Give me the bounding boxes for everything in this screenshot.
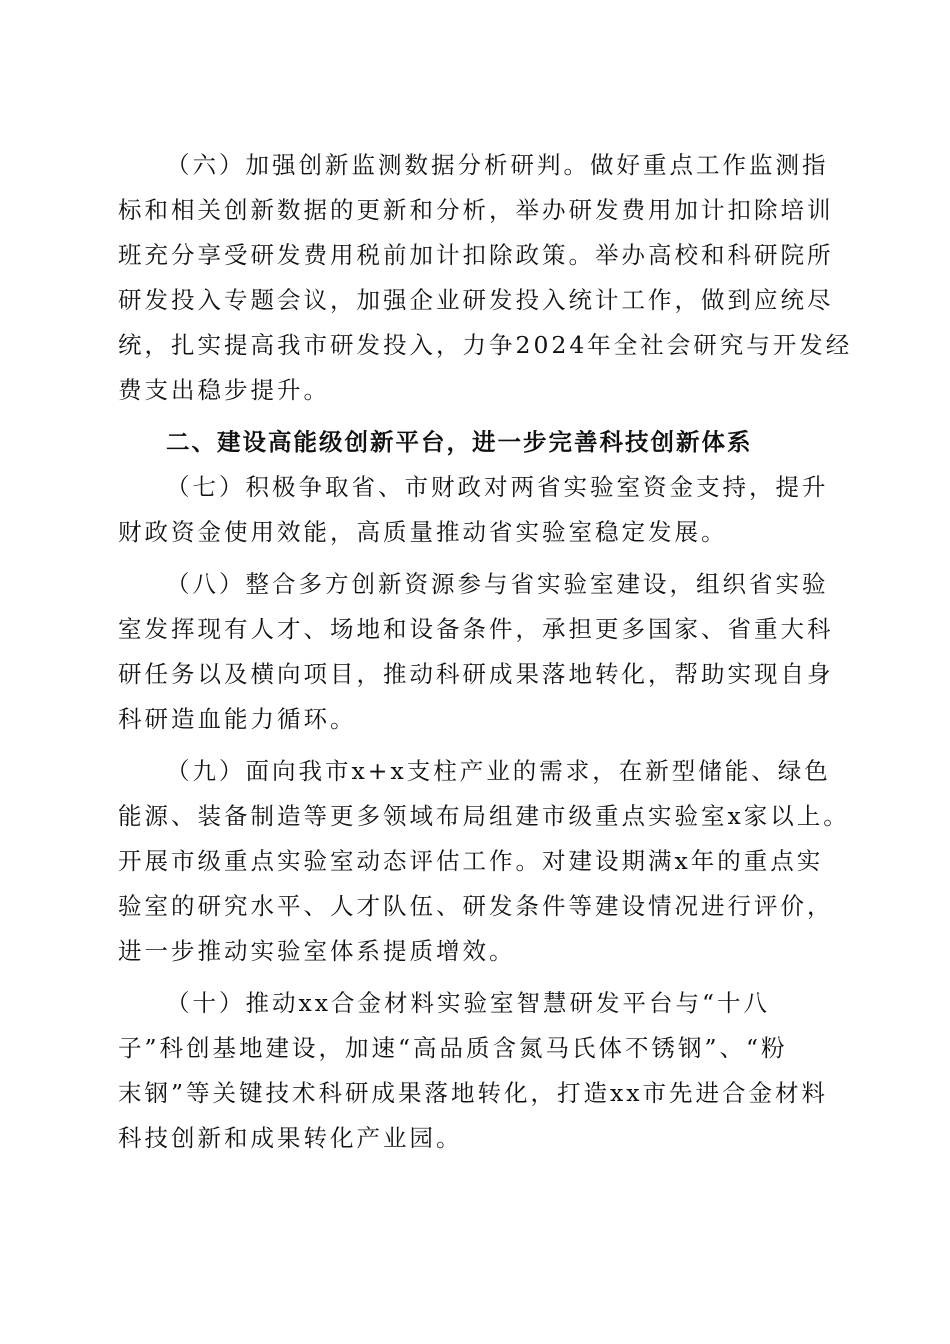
paragraph-line: （六）加强创新监测数据分析研判。做好重点工作监测指 <box>166 151 829 179</box>
paragraph-line: 验室的研究水平、人才队伍、研发条件等建设情况进行评价， <box>118 892 834 920</box>
paragraph-line: （七）积极争取省、市财政对两省实验室资金支持，提升 <box>166 473 829 501</box>
paragraph-8 <box>118 562 834 742</box>
paragraph-line: 研任务以及横向项目，推动科研成果落地转化，帮助实现自身 <box>118 660 834 688</box>
section-heading: 二、建设高能级创新平台，进一步完善科技创新体系 <box>166 428 753 456</box>
paragraph-line: 标和相关创新数据的更新和分析，举办研发费用加计扣除培训 <box>118 196 834 224</box>
paragraph-line: 能源、装备制造等更多领域布局组建市级重点实验室x家以上。 <box>118 802 850 830</box>
paragraph-line: 开展市级重点实验室动态评估工作。对建设期满x年的重点实 <box>118 847 824 875</box>
paragraph-line: 班充分享受研发费用税前加计扣除政策。举办高校和科研院所 <box>118 241 834 269</box>
paragraph-6 <box>118 143 853 413</box>
paragraph-line: 子”科创基地建设，加速“高品质含氮马氏体不锈钢”、“粉 <box>118 1034 788 1062</box>
paragraph-line: （十）推动xx合金材料实验室智慧研发平台与“十八 <box>166 989 771 1017</box>
paragraph-10 <box>118 981 830 1161</box>
paragraph-line: 进一步推动实验室体系提质增效。 <box>118 937 516 965</box>
paragraph-line: 研发投入专题会议，加强企业研发投入统计工作，做到应统尽 <box>118 286 834 314</box>
document-body <box>118 143 853 1161</box>
paragraph-line: （八）整合多方创新资源参与省实验室建设，组织省实验 <box>166 570 829 598</box>
paragraph-line: 科技创新和成果转化产业园。 <box>118 1124 463 1152</box>
paragraph-line: 室发挥现有人才、场地和设备条件，承担更多国家、省重大科 <box>118 615 834 643</box>
paragraph-line: 费支出稳步提升。 <box>118 376 330 404</box>
paragraph-7 <box>118 465 830 555</box>
paragraph-line: 末钢”等关键技术科研成果落地转化，打造xx市先进合金材料 <box>118 1079 829 1107</box>
paragraph-9 <box>118 749 850 974</box>
paragraph-line: 科研造血能力循环。 <box>118 705 357 733</box>
paragraph-line: （九）面向我市x+x支柱产业的需求，在新型储能、绿色 <box>166 757 831 785</box>
paragraph-line: 统，扎实提高我市研发投入，力争2024年全社会研究与开发经 <box>118 331 853 359</box>
paragraph-line: 财政资金使用效能，高质量推动省实验室稳定发展。 <box>118 518 728 546</box>
